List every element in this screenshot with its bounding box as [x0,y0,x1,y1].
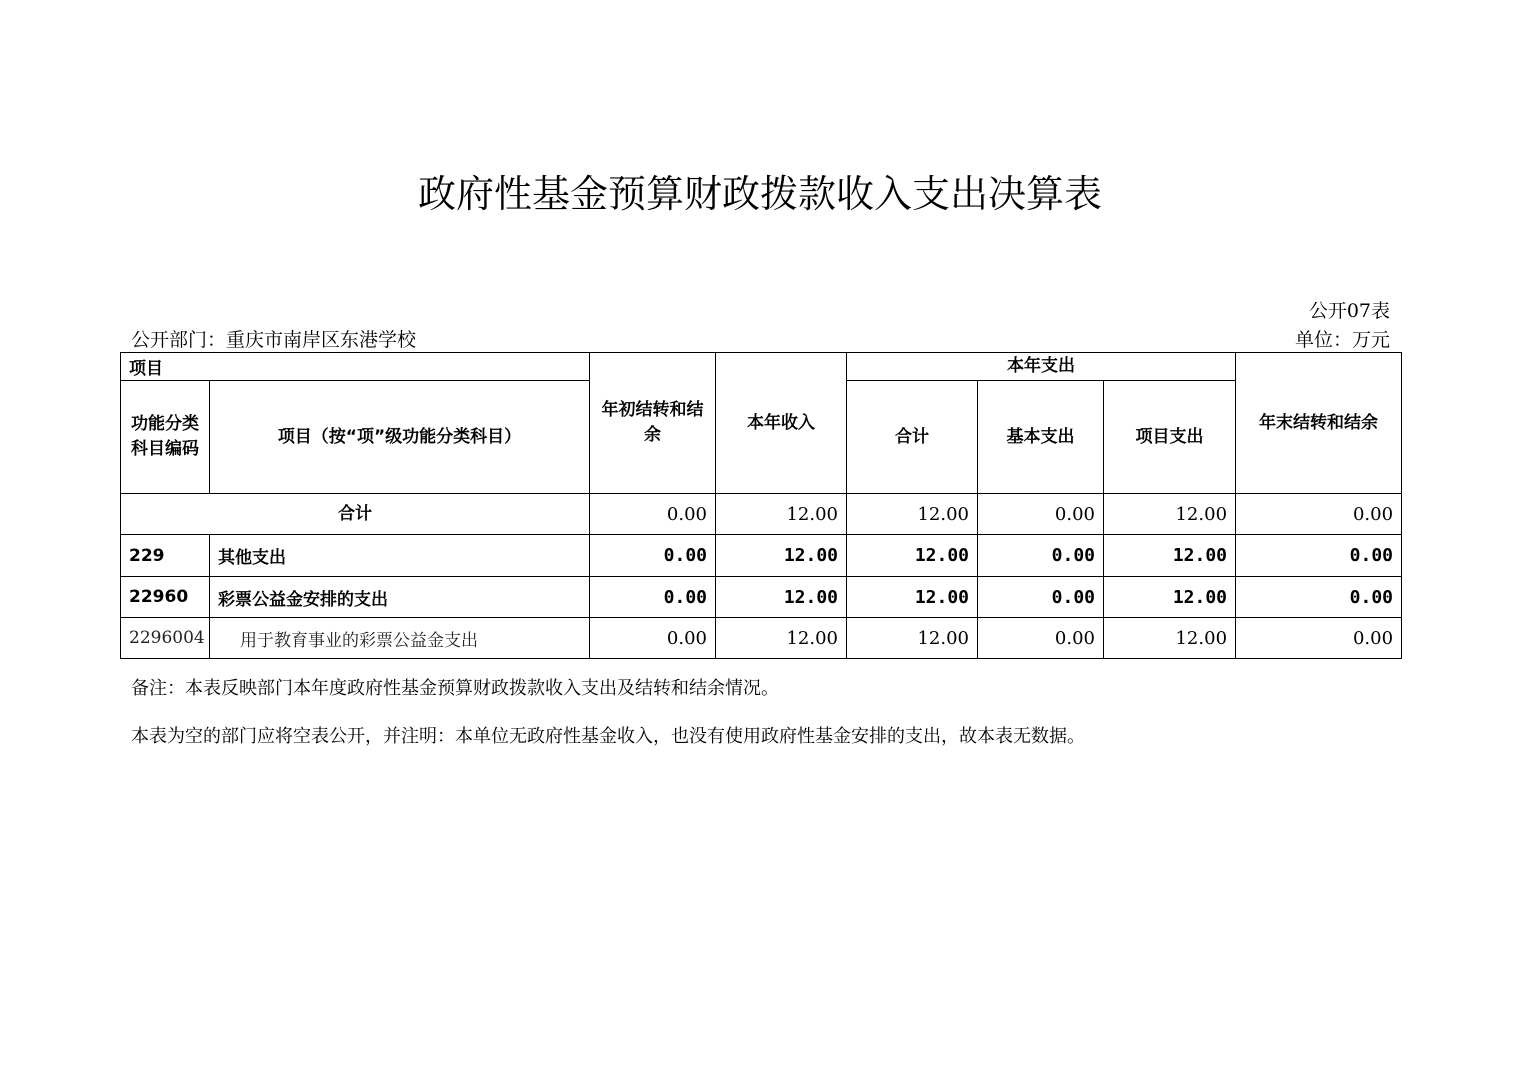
cell-exp-basic: 0.00 [978,618,1104,659]
cell-end: 0.00 [1236,535,1402,577]
cell-income: 12.00 [716,535,847,577]
header-exp-project: 项目支出 [1104,381,1236,494]
cell-exp-basic: 0.00 [978,535,1104,577]
cell-income: 12.00 [716,618,847,659]
cell-exp-basic: 0.00 [978,494,1104,535]
cell-begin: 0.00 [590,535,716,577]
cell-end: 0.00 [1236,618,1402,659]
department-label: 公开部门：重庆市南岸区东港学校 [131,329,417,351]
cell-exp-project: 12.00 [1104,494,1236,535]
note-remark: 备注：本表反映部门本年度政府性基金预算财政拨款收入支出及结转和结余情况。 [131,678,779,699]
cell-begin: 0.00 [590,618,716,659]
header-exp-basic: 基本支出 [978,381,1104,494]
cell-exp-total: 12.00 [847,535,978,577]
cell-end: 0.00 [1236,577,1402,618]
cell-name: 用于教育事业的彩票公益金支出 [210,618,590,659]
note-empty-table: 本表为空的部门应将空表公开，并注明：本单位无政府性基金收入，也没有使用政府性基金安排的支出，故本表无数据。 [131,726,1085,747]
cell-begin: 0.00 [590,577,716,618]
cell-begin: 0.00 [590,494,716,535]
cell-code: 2296004 [121,618,210,659]
cell-exp-total: 12.00 [847,618,978,659]
cell-end: 0.00 [1236,494,1402,535]
cell-exp-project: 12.00 [1104,535,1236,577]
cell-income: 12.00 [716,577,847,618]
table-row [121,577,1402,618]
header-income: 本年收入 [716,353,847,494]
total-label: 合计 [121,494,590,535]
budget-table [120,352,1402,659]
unit-label: 单位：万元 [1294,329,1390,351]
header-item: 项目 [121,353,590,381]
cell-code: 22960 [121,577,210,618]
table-row [121,535,1402,577]
cell-name: 其他支出 [210,535,590,577]
header-expense-group: 本年支出 [847,353,1236,381]
cell-income: 12.00 [716,494,847,535]
cell-exp-basic: 0.00 [978,577,1104,618]
cell-name: 彩票公益金安排的支出 [210,577,590,618]
header-end-balance: 年末结转和结余 [1236,353,1402,494]
cell-exp-project: 12.00 [1104,577,1236,618]
header-func-code: 功能分类科目编码 [121,381,210,494]
cell-exp-project: 12.00 [1104,618,1236,659]
cell-code: 229 [121,535,210,577]
form-number: 公开07表 [1308,300,1390,322]
header-item-name: 项目（按“项”级功能分类科目） [210,381,590,494]
header-begin-balance: 年初结转和结余 [590,353,716,494]
total-row [121,494,1402,535]
cell-exp-total: 12.00 [847,494,978,535]
page-title: 政府性基金预算财政拨款收入支出决算表 [417,172,1102,216]
header-exp-total: 合计 [847,381,978,494]
table-row [121,618,1402,659]
cell-exp-total: 12.00 [847,577,978,618]
